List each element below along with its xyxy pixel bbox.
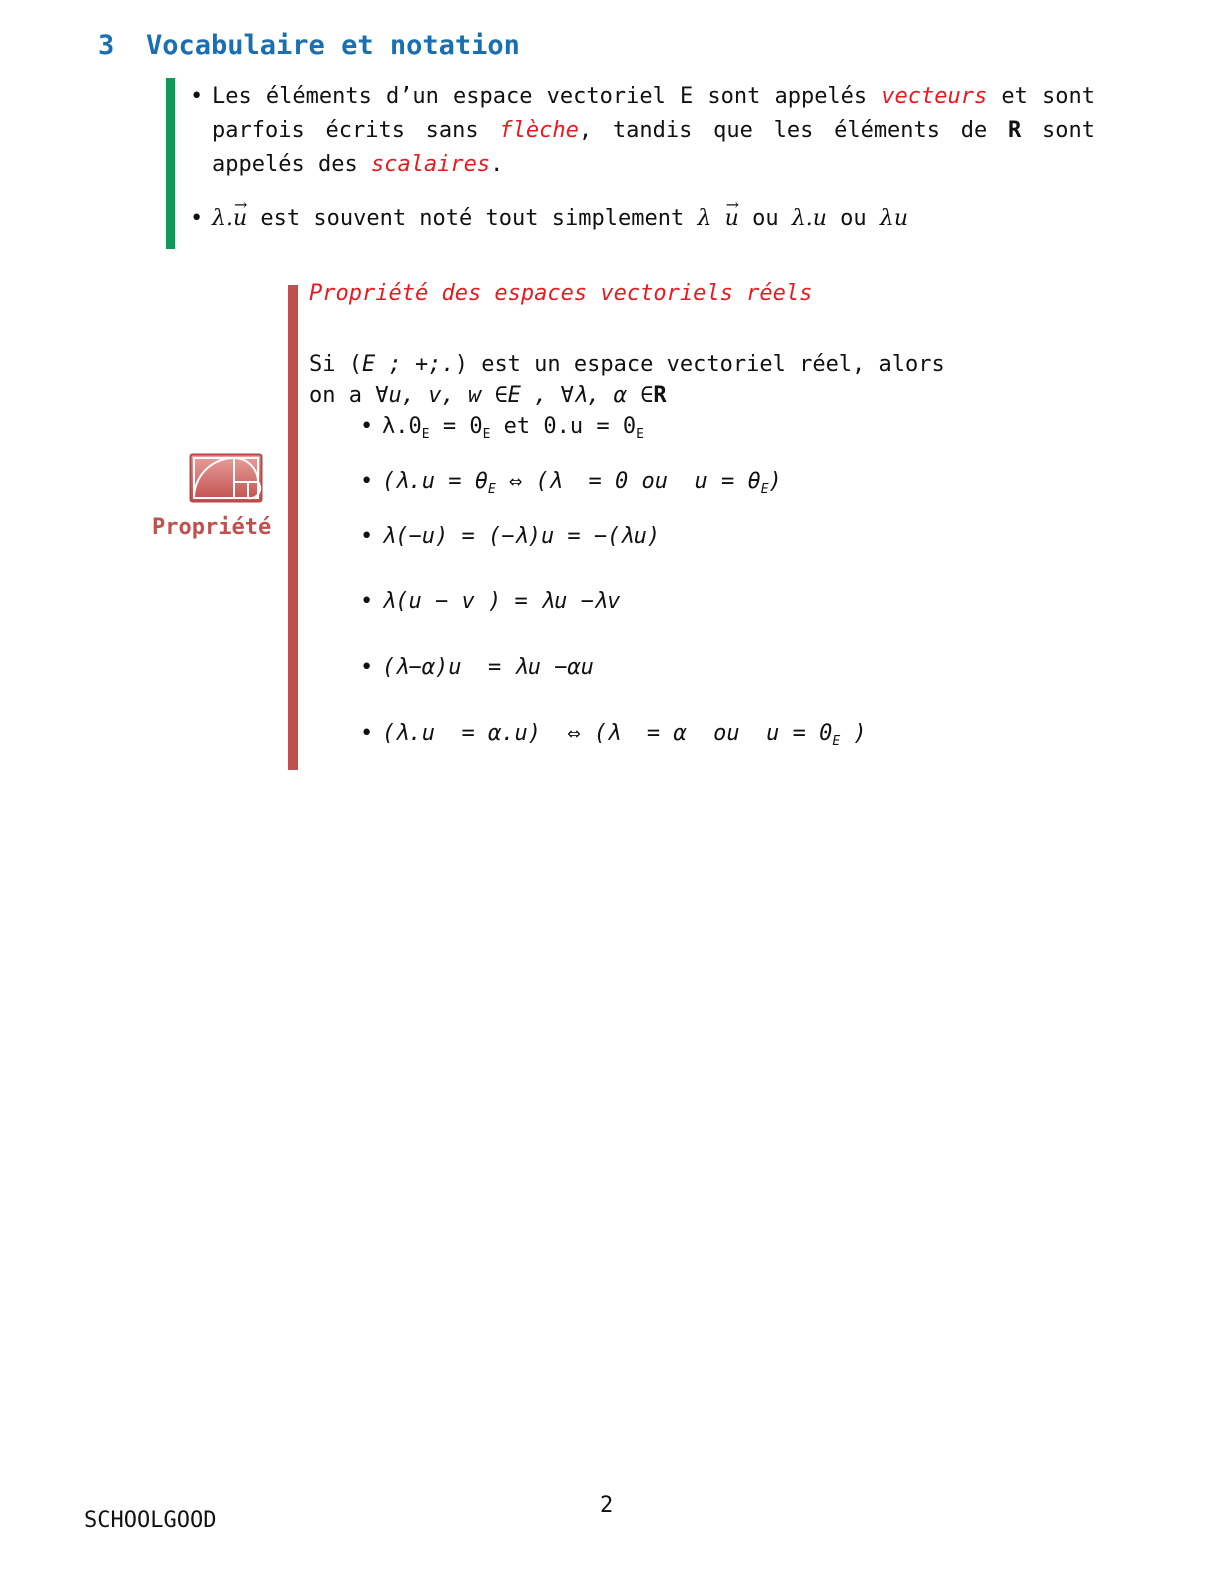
green-accent-bar [166, 78, 175, 249]
property-title: Propriété des espaces vectoriels réels [309, 281, 813, 306]
footer-brand: SCHOOLGOOD [84, 1508, 217, 1533]
text: et sont parfois écrits sans [212, 84, 1095, 143]
math-expression: (λ−α)u = λu −αu [382, 655, 594, 680]
section-heading [98, 30, 520, 61]
math-expression: λ(u − v ) = λu −λv [382, 589, 621, 614]
bullet-icon: • [360, 524, 374, 549]
property-label: Propriété [152, 515, 272, 540]
subscript: E [421, 427, 430, 442]
text: sont appelés des [212, 118, 1096, 177]
bullet-icon: • [360, 414, 374, 439]
page-number: 2 [600, 1493, 614, 1518]
property-intro [309, 349, 945, 411]
math-lambda: λ [697, 206, 712, 231]
bullet-icon: • [360, 721, 374, 746]
notation-block [190, 80, 1095, 236]
section-number: 3 [98, 30, 115, 61]
math-expression: λ.0 [382, 414, 422, 439]
math-vector-u: → u [233, 202, 247, 236]
subscript: E [482, 427, 491, 442]
keyword-vecteurs: vecteurs [881, 84, 988, 109]
bullet-icon: • [190, 206, 204, 231]
math-expression: λu [879, 206, 909, 231]
property-item-4 [360, 589, 620, 614]
bullet-icon: • [360, 655, 374, 680]
math-expression: λ(−u) = (−λ)u = −(λu) [382, 524, 661, 549]
property-accent-bar [288, 285, 298, 770]
math-expression: ⇔ (λ = 0 ou u = θ [495, 469, 761, 494]
math-expression: et 0.u = 0 [490, 414, 637, 439]
math-lambda: λ [212, 206, 226, 231]
math-expression: (λ.u = θ [382, 469, 488, 494]
property-item-6 [360, 721, 867, 749]
bullet-icon: • [190, 84, 204, 109]
math-expression: ) [768, 469, 782, 494]
intro-line-1 [309, 349, 945, 380]
notation-item-lambda [190, 202, 1095, 236]
property-item-3 [360, 524, 660, 549]
notation-item-vectors [190, 80, 1095, 182]
text: ou [738, 206, 792, 231]
property-item-1 [360, 414, 644, 442]
subscript: E [760, 482, 769, 497]
intro-line-2 [309, 380, 945, 411]
property-item-2 [360, 469, 782, 497]
math-expression: E ; +;. [361, 352, 455, 377]
math-expression: = 0 [429, 414, 483, 439]
math-expression: ) [840, 721, 867, 746]
subscript: E [832, 734, 841, 749]
text: Si ( [309, 352, 362, 377]
math-expression: ∀u, v, w ∈E , ∀λ, α ∈ [375, 383, 654, 408]
math-expression: (λ.u = α.u) ⇔ (λ = α ou u = 0 [382, 721, 833, 746]
real-numbers-symbol: R [1008, 118, 1022, 143]
math-expression: λ.u [791, 206, 827, 231]
keyword-fleche: flèche [499, 118, 579, 143]
bullet-icon: • [360, 589, 374, 614]
text: . [490, 152, 504, 177]
real-numbers-symbol: R [653, 383, 667, 408]
math-vector-u: → u [725, 202, 739, 236]
section-title: Vocabulaire et notation [146, 30, 520, 61]
text: on a [309, 383, 376, 408]
bullet-icon: • [360, 469, 374, 494]
golden-spiral-icon [189, 453, 263, 503]
subscript: E [487, 482, 496, 497]
text: , tandis que les éléments de [578, 118, 1009, 143]
subscript: E [636, 427, 644, 442]
text: Les éléments d’un espace vectoriel E sont appelés [212, 84, 882, 109]
math-dot: . [225, 206, 233, 231]
text: ) est un espace vectoriel réel, alors [454, 352, 945, 377]
keyword-scalaires: scalaires [370, 152, 491, 177]
property-item-5 [360, 655, 594, 680]
text: est souvent noté tout simplement [247, 206, 698, 231]
text: ou [826, 206, 880, 231]
